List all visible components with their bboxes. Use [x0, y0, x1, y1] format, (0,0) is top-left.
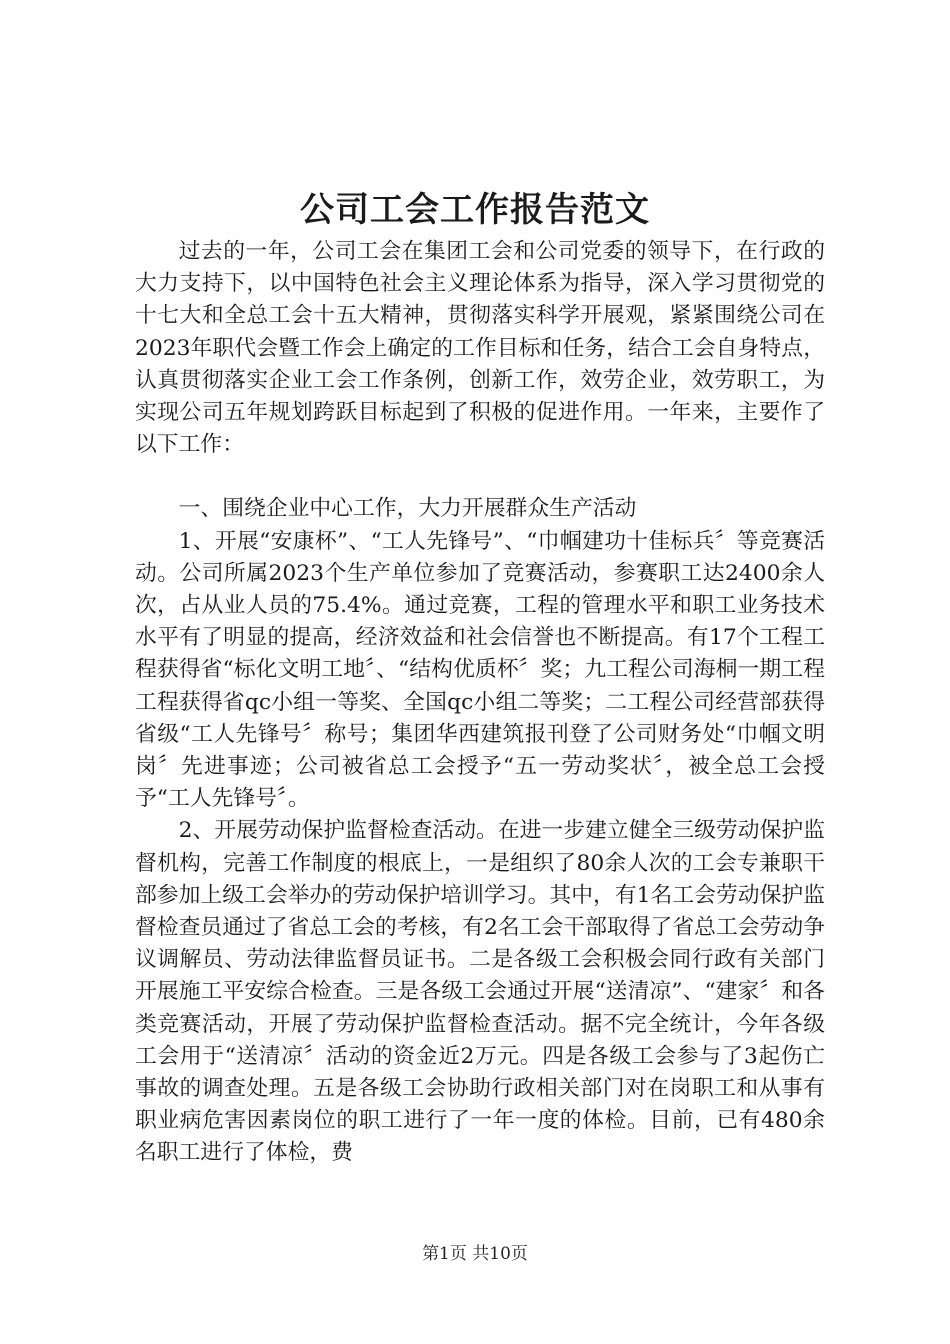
page-number-footer: 第1页 共10页: [422, 1244, 528, 1264]
paragraph-item-2: 2、开展劳动保护监督检查活动。在进一步建立健全三级劳动保护监督机构，完善工作制度的根底上，一是组织了80余人次的工会专兼职干部参加上级工会举办的劳动保护培训学习。其中，有1名工会劳动保护监督检查员通过了省总工会的考核，有2名工会干部取得了省总工会劳动争议调解员、劳动法律监督员证书。二是各级工会积极会同行政有关部门开展施工平安综合检查。三是各级工会通过开展“送清凉”、“建家〞和各类竞赛活动，开展了劳动保护监督检查活动。据不完全统计，今年各级工会用于“送清凉〞活动的资金近2万元。四是各级工会参与了3起伤亡事故的调查处理。五是各级工会协助行政相关部门对在岗职工和从事有职业病危害因素岗位的职工进行了一年一度的体检。目前，已有480余名职工进行了体检，费: [135, 818, 825, 1166]
document-body: [135, 236, 825, 1170]
section-heading-1: 一、围绕企业中心工作，大力开展群众生产活动: [178, 496, 637, 522]
paragraph-item-1: 1、开展“安康杯”、“工人先锋号”、“巾帼建功十佳标兵〞等竞赛活动。公司所属2023个生产单位参加了竞赛活动，参赛职工达2400余人次，占从业人员的75.4%。通过竞赛，工程的管理水平和职工业务技术水平有了明显的提高，经济效益和社会信誉也不断提高。有17个工程工程获得省“标化文明工地〞、“结构优质杯〞奖；九工程公司海桐一期工程工程获得省qc小组一等奖、全国qc小组二等奖；二工程公司经营部获得省级“工人先锋号〞称号；集团华西建筑报刊登了公司财务处“巾帼文明岗〞先进事迹；公司被省总工会授予“五一劳动奖状〞，被全总工会授予“工人先锋号〞。: [135, 528, 825, 812]
document-title: 公司工会工作报告范文: [300, 190, 650, 230]
paragraph-intro: 过去的一年，公司工会在集团工会和公司党委的领导下，在行政的大力支持下，以中国特色社会主义理论体系为指导，深入学习贯彻党的十七大和全总工会十五大精神，贯彻落实科学开展观，紧紧围绕公司在2023年职代会暨工作会上确定的工作目标和任务，结合工会自身特点，认真贯彻落实企业工会工作条例，创新工作，效劳企业，效劳职工，为实现公司五年规划跨跃目标起到了积极的促进作用。一年来，主要作了以下工作：: [135, 239, 825, 458]
